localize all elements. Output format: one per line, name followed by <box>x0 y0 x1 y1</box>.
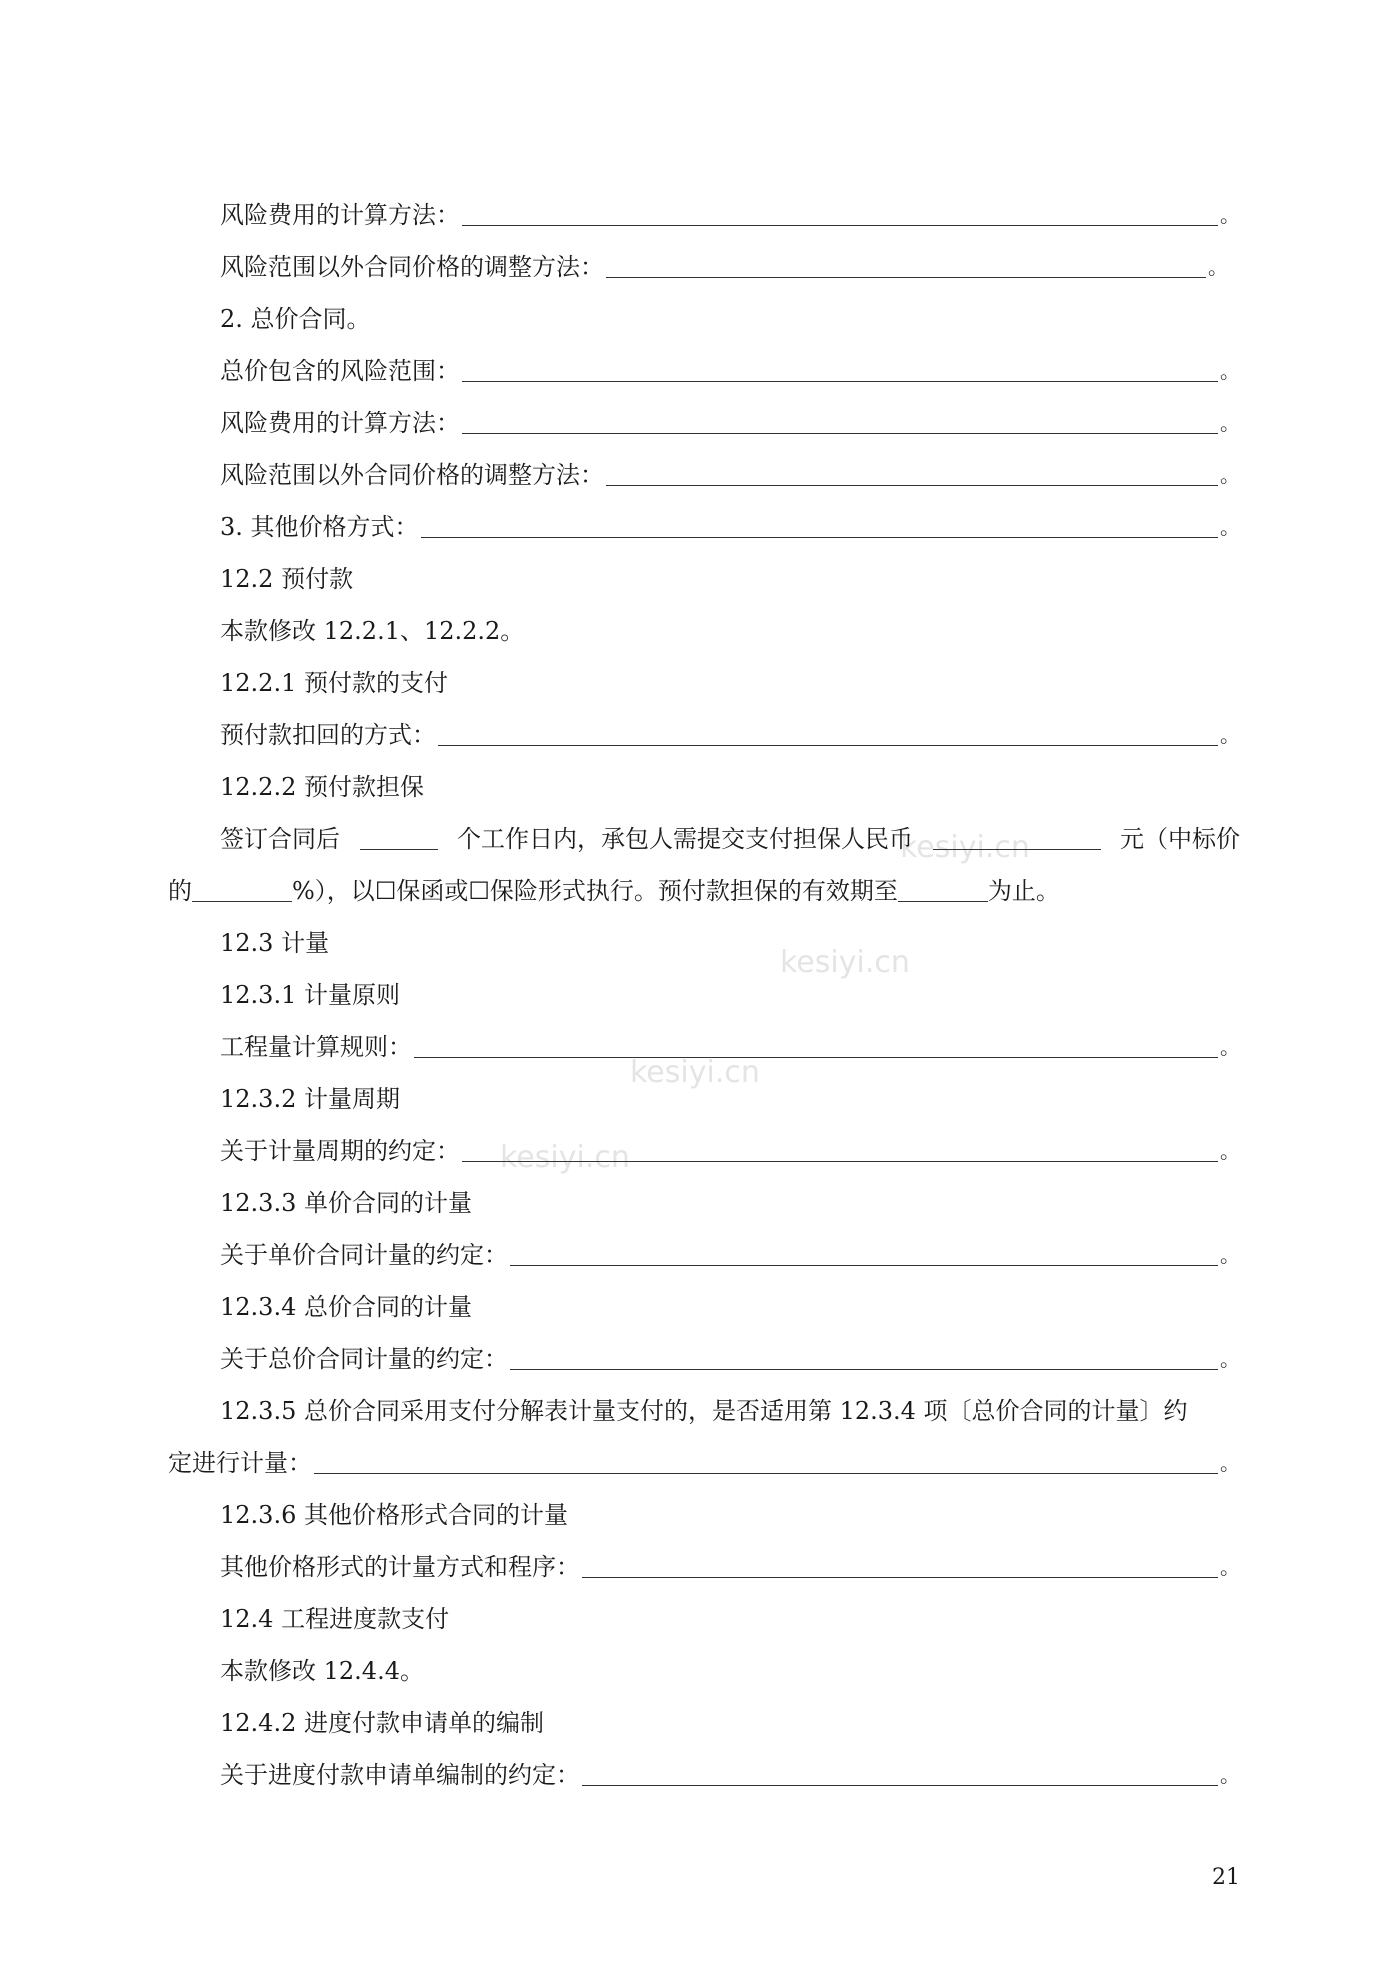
watermark: kesiyi.cn <box>500 1140 630 1175</box>
blank-fill[interactable] <box>314 1447 1218 1474</box>
field-label: 定进行计量： <box>168 1449 312 1477</box>
blank-fill[interactable] <box>510 1343 1218 1370</box>
field-other-measure: 其他价格形式的计量方式和程序： 。 <box>220 1553 1240 1581</box>
blank-amount[interactable] <box>933 823 1101 850</box>
blank-fill[interactable] <box>414 1031 1218 1058</box>
blank-days[interactable] <box>360 823 438 850</box>
watermark: kesiyi.cn <box>630 1055 760 1090</box>
watermark: kesiyi.cn <box>780 945 910 980</box>
blank-percent[interactable] <box>192 875 292 902</box>
heading-12-3-4: 12.3.4 总价合同的计量 <box>220 1293 472 1321</box>
heading-12-3: 12.3 计量 <box>220 929 330 957</box>
field-label: 风险范围以外合同价格的调整方法： <box>220 253 604 281</box>
field-advance-deduction: 预付款扣回的方式： 。 <box>220 721 1240 749</box>
field-label: 关于计量周期的约定： <box>220 1137 460 1165</box>
heading-12-2-1: 12.2.1 预付款的支付 <box>220 669 448 697</box>
heading-12-3-3: 12.3.3 单价合同的计量 <box>220 1189 472 1217</box>
field-measure-applicable: 定进行计量： 。 <box>168 1449 1240 1477</box>
blank-fill[interactable] <box>462 407 1218 434</box>
guarantee-paragraph-line2: 的 %），以 ☐ 保函或 ☐ 保险形式执行。预付款担保的有效期至 为止。 <box>168 877 1060 905</box>
field-progress-application: 关于进度付款申请单编制的约定： 。 <box>220 1761 1240 1789</box>
field-quantity-rules: 工程量计算规则： 。 <box>220 1033 1240 1061</box>
field-label: 关于总价合同计量的约定： <box>220 1345 508 1373</box>
field-label: 总价包含的风险范围： <box>220 357 460 385</box>
field-risk-fee-method-1: 风险费用的计算方法： 。 <box>220 201 1240 229</box>
blank-fill[interactable] <box>462 355 1218 382</box>
blank-fill[interactable] <box>462 1135 1218 1162</box>
field-other-price-method: 3. 其他价格方式： 。 <box>220 513 1240 541</box>
field-label: 工程量计算规则： <box>220 1033 412 1061</box>
text-12-3-5: 12.3.5 总价合同采用支付分解表计量支付的，是否适用第 12.3.4 项〔总价合同的计量〕约 <box>220 1397 1188 1425</box>
blank-fill[interactable] <box>606 251 1206 278</box>
blank-fill[interactable] <box>606 459 1218 486</box>
blank-fill[interactable] <box>462 199 1218 226</box>
field-label: 风险费用的计算方法： <box>220 201 460 229</box>
page-number: 21 <box>1212 1865 1240 1890</box>
text-modify-12-2: 本款修改 12.2.1、12.2.2。 <box>220 617 525 645</box>
field-unit-price-measure: 关于单价合同计量的约定： 。 <box>220 1241 1240 1269</box>
field-label: 风险范围以外合同价格的调整方法： <box>220 461 604 489</box>
blank-fill[interactable] <box>438 719 1218 746</box>
heading-12-2-2: 12.2.2 预付款担保 <box>220 773 424 801</box>
checkbox-guarantee-letter[interactable]: ☐ <box>374 877 397 905</box>
field-label: 风险费用的计算方法： <box>220 409 460 437</box>
heading-12-3-6: 12.3.6 其他价格形式合同的计量 <box>220 1501 568 1529</box>
field-label: 预付款扣回的方式： <box>220 721 436 749</box>
blank-fill[interactable] <box>421 511 1218 538</box>
field-risk-fee-method-2: 风险费用的计算方法： 。 <box>220 409 1240 437</box>
field-label: 关于单价合同计量的约定： <box>220 1241 508 1269</box>
field-adjust-method-1: 风险范围以外合同价格的调整方法： 。 <box>220 253 1228 281</box>
heading-12-3-1: 12.3.1 计量原则 <box>220 981 400 1009</box>
field-measure-period: 关于计量周期的约定： 。 <box>220 1137 1240 1165</box>
field-label: 3. 其他价格方式： <box>220 513 419 541</box>
watermark: kesiyi.cn <box>900 830 1030 865</box>
checkbox-insurance[interactable]: ☐ <box>468 877 490 905</box>
field-label: 其他价格形式的计量方式和程序： <box>220 1553 580 1581</box>
heading-12-4-2: 12.4.2 进度付款申请单的编制 <box>220 1709 544 1737</box>
blank-fill[interactable] <box>582 1551 1218 1578</box>
text-modify-12-4: 本款修改 12.4.4。 <box>220 1657 424 1685</box>
blank-fill[interactable] <box>510 1239 1218 1266</box>
heading-12-2: 12.2 预付款 <box>220 565 354 593</box>
heading-12-4: 12.4 工程进度款支付 <box>220 1605 450 1633</box>
guarantee-paragraph-line1: 签订合同后 个工作日内，承包人需提交支付担保人民币 元（中标价 <box>220 825 1240 853</box>
blank-valid-until[interactable] <box>898 875 988 902</box>
blank-fill[interactable] <box>582 1759 1218 1786</box>
heading-12-3-2: 12.3.2 计量周期 <box>220 1085 400 1113</box>
field-total-risk-scope: 总价包含的风险范围： 。 <box>220 357 1240 385</box>
field-total-price-measure: 关于总价合同计量的约定： 。 <box>220 1345 1240 1373</box>
heading-total-price-contract: 2. 总价合同。 <box>220 305 371 333</box>
field-adjust-method-2: 风险范围以外合同价格的调整方法： 。 <box>220 461 1240 489</box>
field-label: 关于进度付款申请单编制的约定： <box>220 1761 580 1789</box>
